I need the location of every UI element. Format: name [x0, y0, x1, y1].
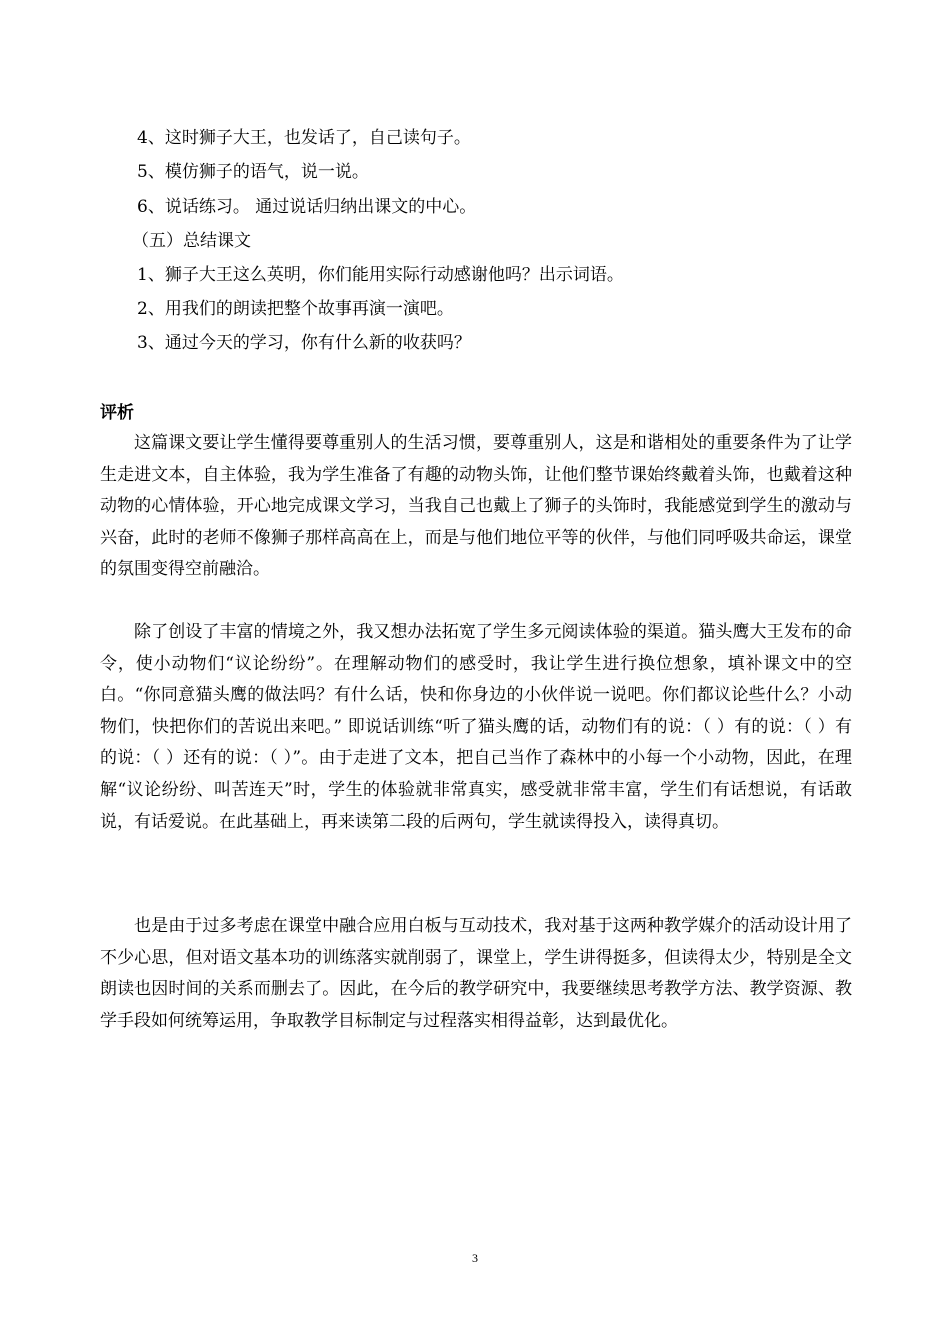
- lesson-step-5: 5、模仿狮子的语气，说一说。: [137, 162, 369, 182]
- summary-step-2: 2、用我们的朗读把整个故事再演一演吧。: [137, 299, 454, 319]
- analysis-heading: 评析: [100, 403, 134, 423]
- summary-step-1: 1、狮子大王这么英明，你们能用实际行动感谢他吗？出示词语。: [137, 265, 624, 285]
- lesson-step-4: 4、这时狮子大王，也发话了，自己读句子。: [137, 128, 471, 148]
- page-number: 3: [472, 1251, 478, 1265]
- analysis-paragraph-3: 也是由于过多考虑在课堂中融合应用白板与互动技术，我对基于这两种教学媒介的活动设计用了不少心思，但对语文基本功的训练落实就削弱了，课堂上，学生讲得挺多，但读得太少，特别是全文朗读也因时间的关系而删去了。因此，在今后的教学研究中，我要继续思考教学方法、教学资源、教学手段如何统筹运用，争取教学目标制定与过程落实相得益彰，达到最优化。: [100, 916, 852, 1031]
- analysis-paragraph-2: 除了创设了丰富的情境之外，我又想办法拓宽了学生多元阅读体验的渠道。猫头鹰大王发布的命令，使小动物们“议论纷纷”。在理解动物们的感受时，我让学生进行换位想象，填补课文中的空白。“你同意猫头鹰的做法吗？有什么话，快和你身边的小伙伴说一说吧。你们都议论些什么？小动物们，快把你们的苦说出来吧。” 即说话训练“听了猫头鹰的话，动物们有的说：（ ）有的说：（ ）有的说：（ ）还有的说：（ ）”。由于走进了文本，把自己当作了森林中的小每一个小动物，因此，在理解“议论纷纷、叫苦连天”时，学生的体验就非常真实，感受就非常丰富，学生们有话想说，有话敢说，有话爱说。在此基础上，再来读第二段的后两句，学生就读得投入，读得真切。: [100, 622, 852, 832]
- summary-step-3: 3、通过今天的学习，你有什么新的收获吗？: [137, 333, 471, 353]
- section-heading-summary: （五）总结课文: [132, 231, 251, 251]
- lesson-step-6: 6、说话练习。 通过说话归纳出课文的中心。: [137, 197, 477, 217]
- analysis-paragraph-1: 这篇课文要让学生懂得要尊重别人的生活习惯，要尊重别人，这是和谐相处的重要条件为了让学生走进文本，自主体验，我为学生准备了有趣的动物头饰，让他们整节课始终戴着头饰，也戴着这种动物的心情体验，开心地完成课文学习，当我自己也戴上了狮子的头饰时，我能感觉到学生的激动与兴奋，此时的老师不像狮子那样高高在上，而是与他们地位平等的伙伴，与他们同呼吸共命运，课堂的氛围变得空前融洽。: [100, 433, 852, 580]
